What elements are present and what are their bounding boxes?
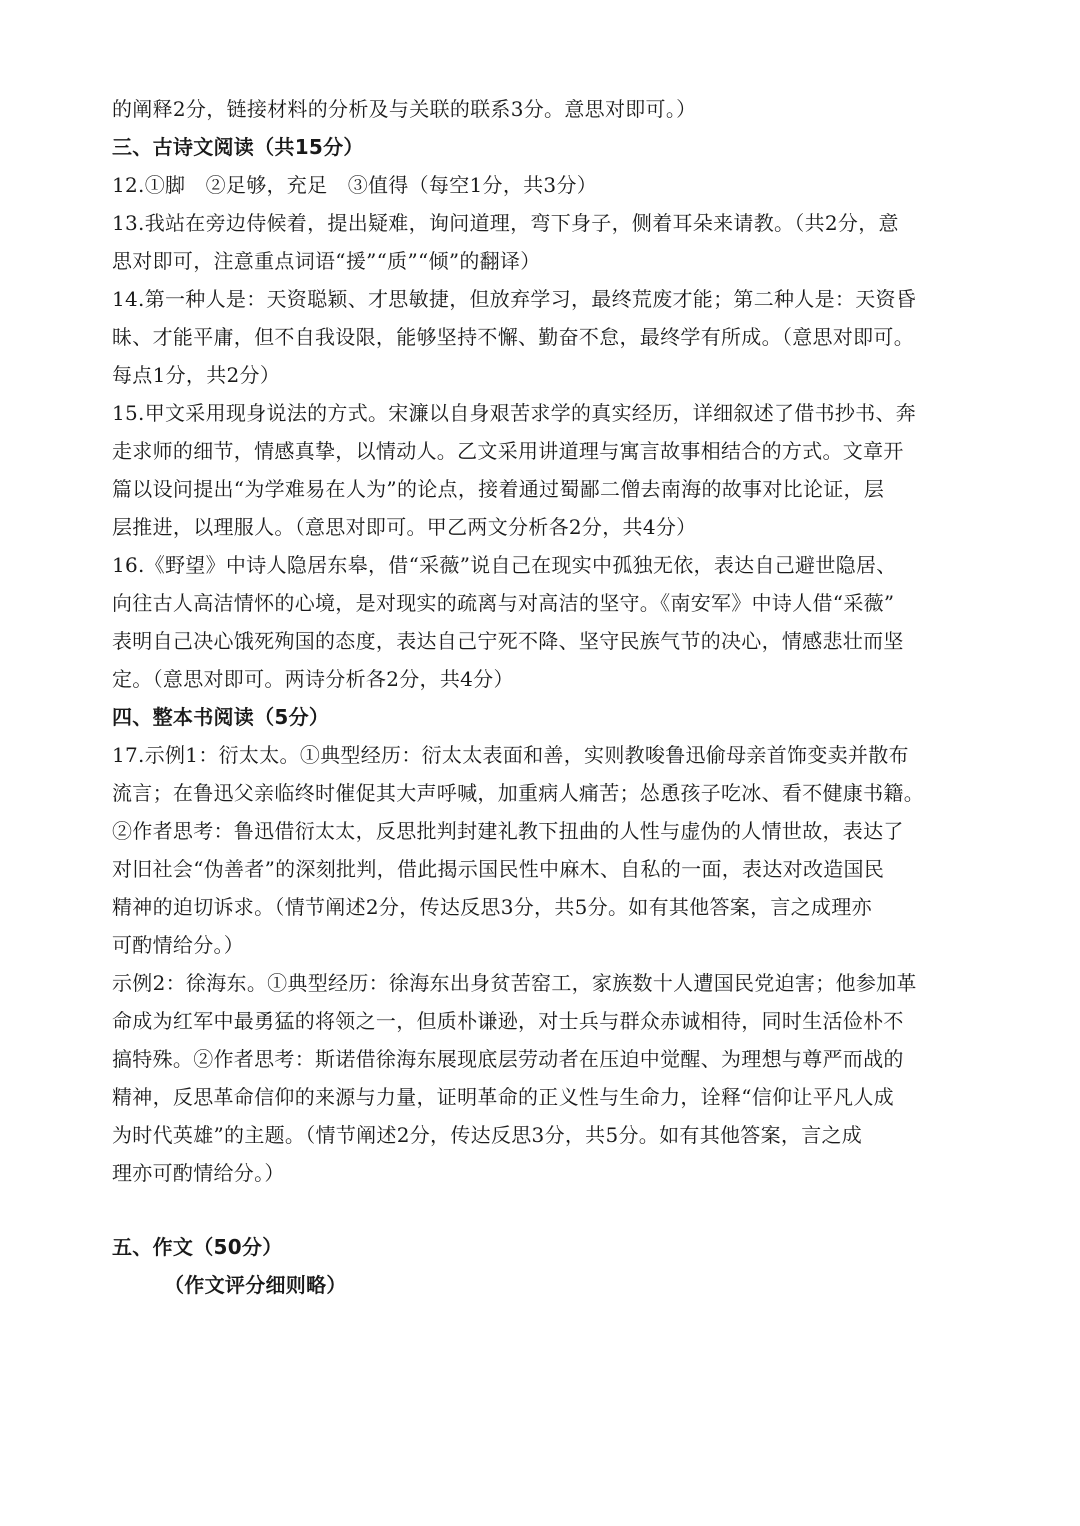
text-line: ②作者思考：鲁迅借衍太太，反思批判封建礼教下扭曲的人性与虚伪的人情世故，表达了 bbox=[112, 819, 904, 843]
answer-17-example-2: 示例2：徐海东。①典型经历：徐海东出身贫苦窑工，家族数十人遭国民党迫害；他参加革 bbox=[112, 971, 917, 995]
answer-16: 16.《野望》中诗人隐居东皋，借“采薇”说自己在现实中孤独无依，表达自己避世隐居、 bbox=[112, 553, 897, 577]
text-line: 理亦可酌情给分。） bbox=[112, 1161, 285, 1185]
spacer bbox=[112, 1192, 970, 1228]
text-line: 流言；在鲁迅父亲临终时催促其大声呼喊，加重病人痛苦；怂恿孩子吃冰、看不健康书籍。 bbox=[112, 781, 924, 805]
text-line: 昧、才能平庸，但不自我设限，能够坚持不懈、勤奋不怠，最终学有所成。（意思对即可。 bbox=[112, 325, 914, 349]
text-line: 思对即可，注意重点词语“援”“质”“倾”的翻译） bbox=[112, 249, 541, 273]
section-heading-classical-reading: 三、古诗文阅读（共15分） bbox=[112, 135, 364, 159]
text-line: 定。（意思对即可。两诗分析各2分，共4分） bbox=[112, 667, 514, 691]
text-line: 每点1分，共2分） bbox=[112, 363, 281, 387]
text-line: 对旧社会“伪善者”的深刻批判，借此揭示国民性中麻木、自私的一面，表达对改造国民 bbox=[112, 857, 885, 881]
text-line: 的阐释2分，链接材料的分析及与关联的联系3分。意思对即可。） bbox=[112, 97, 697, 121]
text-line: 精神，反思革命信仰的来源与力量，证明革命的正义性与生命力，诠释“信仰让平凡人成 bbox=[112, 1085, 894, 1109]
answer-14: 14.第一种人是：天资聪颖、才思敏捷，但放弃学习，最终荒废才能；第二种人是：天资昏 bbox=[112, 287, 917, 311]
text-line: 搞特殊。②作者思考：斯诺借徐海东展现底层劳动者在压迫中觉醒、为理想与尊严而战的 bbox=[112, 1047, 904, 1071]
answer-key-page bbox=[112, 90, 970, 1304]
text-line: 表明自己决心饿死殉国的态度，表达自己宁死不降、坚守民族气节的决心，情感悲壮而坚 bbox=[112, 629, 904, 653]
composition-note: （作文评分细则略） bbox=[164, 1273, 347, 1297]
text-line: 篇以设问提出“为学难易在人为”的论点，接着通过蜀鄙二僧去南海的故事对比论证，层 bbox=[112, 477, 885, 501]
answer-12: 12.①脚 ②足够，充足 ③值得（每空1分，共3分） bbox=[112, 173, 598, 197]
text-line: 走求师的细节，情感真挚，以情动人。乙文采用讲道理与寓言故事相结合的方式。文章开 bbox=[112, 439, 904, 463]
answer-17-example-1: 17.示例1：衍太太。①典型经历：衍太太表面和善，实则教唆鲁迅偷母亲首饰变卖并散布 bbox=[112, 743, 909, 767]
section-heading-composition: 五、作文（50分） bbox=[112, 1235, 283, 1259]
section-heading-whole-book-reading: 四、整本书阅读（5分） bbox=[112, 705, 330, 729]
text-line: 命成为红军中最勇猛的将领之一，但质朴谦逊，对士兵与群众赤诚相待，同时生活俭朴不 bbox=[112, 1009, 904, 1033]
answer-15: 15.甲文采用现身说法的方式。宋濂以自身艰苦求学的真实经历，详细叙述了借书抄书、奔 bbox=[112, 401, 917, 425]
answer-13: 13.我站在旁边侍候着，提出疑难，询问道理，弯下身子，侧着耳朵来请教。（共2分，意 bbox=[112, 211, 899, 235]
text-line: 可酌情给分。） bbox=[112, 933, 245, 957]
text-line: 层推进，以理服人。（意思对即可。甲乙两文分析各2分，共4分） bbox=[112, 515, 697, 539]
text-line: 向往古人高洁情怀的心境，是对现实的疏离与对高洁的坚守。《南安军》中诗人借“采薇” bbox=[112, 591, 895, 615]
text-line: 精神的迫切诉求。（情节阐述2分，传达反思3分，共5分。如有其他答案，言之成理亦 bbox=[112, 895, 872, 919]
text-line: 为时代英雄”的主题。（情节阐述2分，传达反思3分，共5分。如有其他答案，言之成 bbox=[112, 1123, 863, 1147]
